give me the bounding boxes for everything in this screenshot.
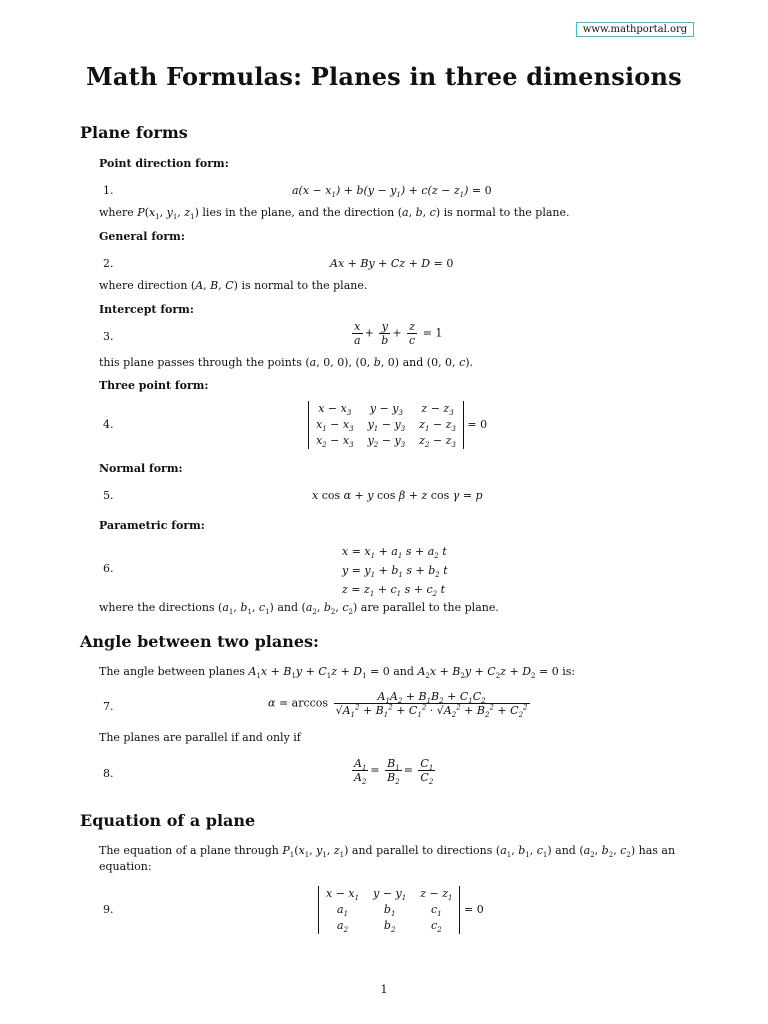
section-heading-angle: Angle between two planes: — [80, 632, 319, 651]
text-general-note: where direction (A, B, C) is normal to the plane. — [99, 279, 368, 292]
subheading-point-direction: Point direction form: — [99, 157, 229, 170]
equation-number-9: 9. — [103, 903, 114, 916]
text-angle-intro: The angle between planes $A_1x + B_1y + C_1z + D_1 = 0$ and $A_2x + B_2y + C_2z + D_2 = 0$ is: — [99, 665, 576, 681]
subheading-general: General form: — [99, 230, 185, 243]
page-number: 1 — [380, 983, 388, 996]
equation-number-4: 4. — [103, 418, 114, 431]
equation-number-1: 1. — [103, 184, 114, 197]
formula-point-direction: $a(x - x_1) + b(y - y_1) + c(z - z_1) = 0$ — [292, 184, 492, 200]
equation-number-8: 8. — [103, 767, 114, 780]
formula-intercept: $\frac{x}{a}$ + $\frac{y}{b}$ + $\frac{z}{c}$ = 1 — [354, 320, 443, 347]
equation-number-2: 2. — [103, 257, 114, 270]
text-point-direction-note: where $P(x_1$, $y_1$, $z_1$) lies in the plane, and the direction (a, b, c) is normal to the plane. — [99, 206, 570, 222]
subheading-parametric: Parametric form: — [99, 519, 205, 532]
equation-number-3: 3. — [103, 330, 114, 343]
determinant-three-point: $x - x_3$ $y - y_3$ $z - z_3$ $x_1 - x_3$ $y_1 - y_3$ $z_1 - z_3$ $x_2 - x_3$ $y_2 - y_3$ $z_2 - z_3$ — [308, 401, 464, 449]
text-intercept-note: this plane passes through the points (a, 0, 0), (0, b, 0) and (0, 0, c). — [99, 356, 474, 369]
subheading-normal: Normal form: — [99, 462, 183, 475]
text-equation-intro: The equation of a plane through $P_1(x_1$, $y_1$, $z_1$) and parallel to directions ($a_1$, $b_1$, $c_1$) and ($a_2$, $b_2$, $c_2$) has an equation: — [99, 844, 676, 873]
formula-parametric: $x = x_1 + a_1$ $s + a_2$ t $y = y_1 + b_1$ $s + b_2$ t $z = z_1 + c_1$ $s + c_2$ t — [342, 545, 448, 599]
determinant-plane: $x - x_1$ $y - y_1$ $z - z_1$ $a_1$ $b_1$ $c_1$ $a_2$ $b_2$ $c_2$ — [318, 886, 460, 934]
subheading-three-point: Three point form: — [99, 379, 209, 392]
formula-angle: α = arccos $\frac{A_1A_2 + B_1B_2 + C_1C_2}{√A_1^2 + B_1^2 + C_1^2 \cdot √A_2^2 + B_2^2 + C_2^2}$ — [268, 690, 528, 720]
section-heading-equation: Equation of a plane — [80, 811, 256, 830]
text-parametric-note: where the directions ($a_1$, $b_1$, $c_1$) and ($a_2$, $b_2$, $c_2$) are parallel to the plane. — [99, 601, 499, 617]
formula-three-point: $x - x_3$ $y - y_3$ $z - z_3$ $x_1 - x_3$ $y_1 - y_3$ $z_1 - z_3$ $x_2 - x_3$ $y_2 - y_3$ $z_2 - z_3 = 0$ — [308, 401, 487, 449]
formula-plane-through-point: $x - x_1$ $y - y_1$ $z - z_1$ $a_1$ $b_1$ $c_1$ $a_2$ $b_2$ $c_2 = 0$ — [318, 886, 484, 934]
formula-parallel: $\frac{A_1}{A_2}$ = $\frac{B_1}{B_2}$ = $\frac{C_1}{C_2}$ — [354, 757, 434, 787]
website-link[interactable]: www.mathportal.org — [576, 22, 694, 37]
equation-number-5: 5. — [103, 489, 114, 502]
formula-general: Ax + By + Cz + D = 0 — [330, 257, 454, 270]
page-title: Math Formulas: Planes in three dimensions — [86, 62, 682, 91]
equation-number-7: 7. — [103, 700, 114, 713]
equation-number-6: 6. — [103, 562, 114, 575]
section-heading-plane-forms: Plane forms — [80, 123, 188, 142]
subheading-intercept: Intercept form: — [99, 303, 194, 316]
text-parallel-condition: The planes are parallel if and only if — [99, 731, 301, 744]
formula-normal: x cos α + y cos β + z cos γ = p — [312, 489, 483, 502]
